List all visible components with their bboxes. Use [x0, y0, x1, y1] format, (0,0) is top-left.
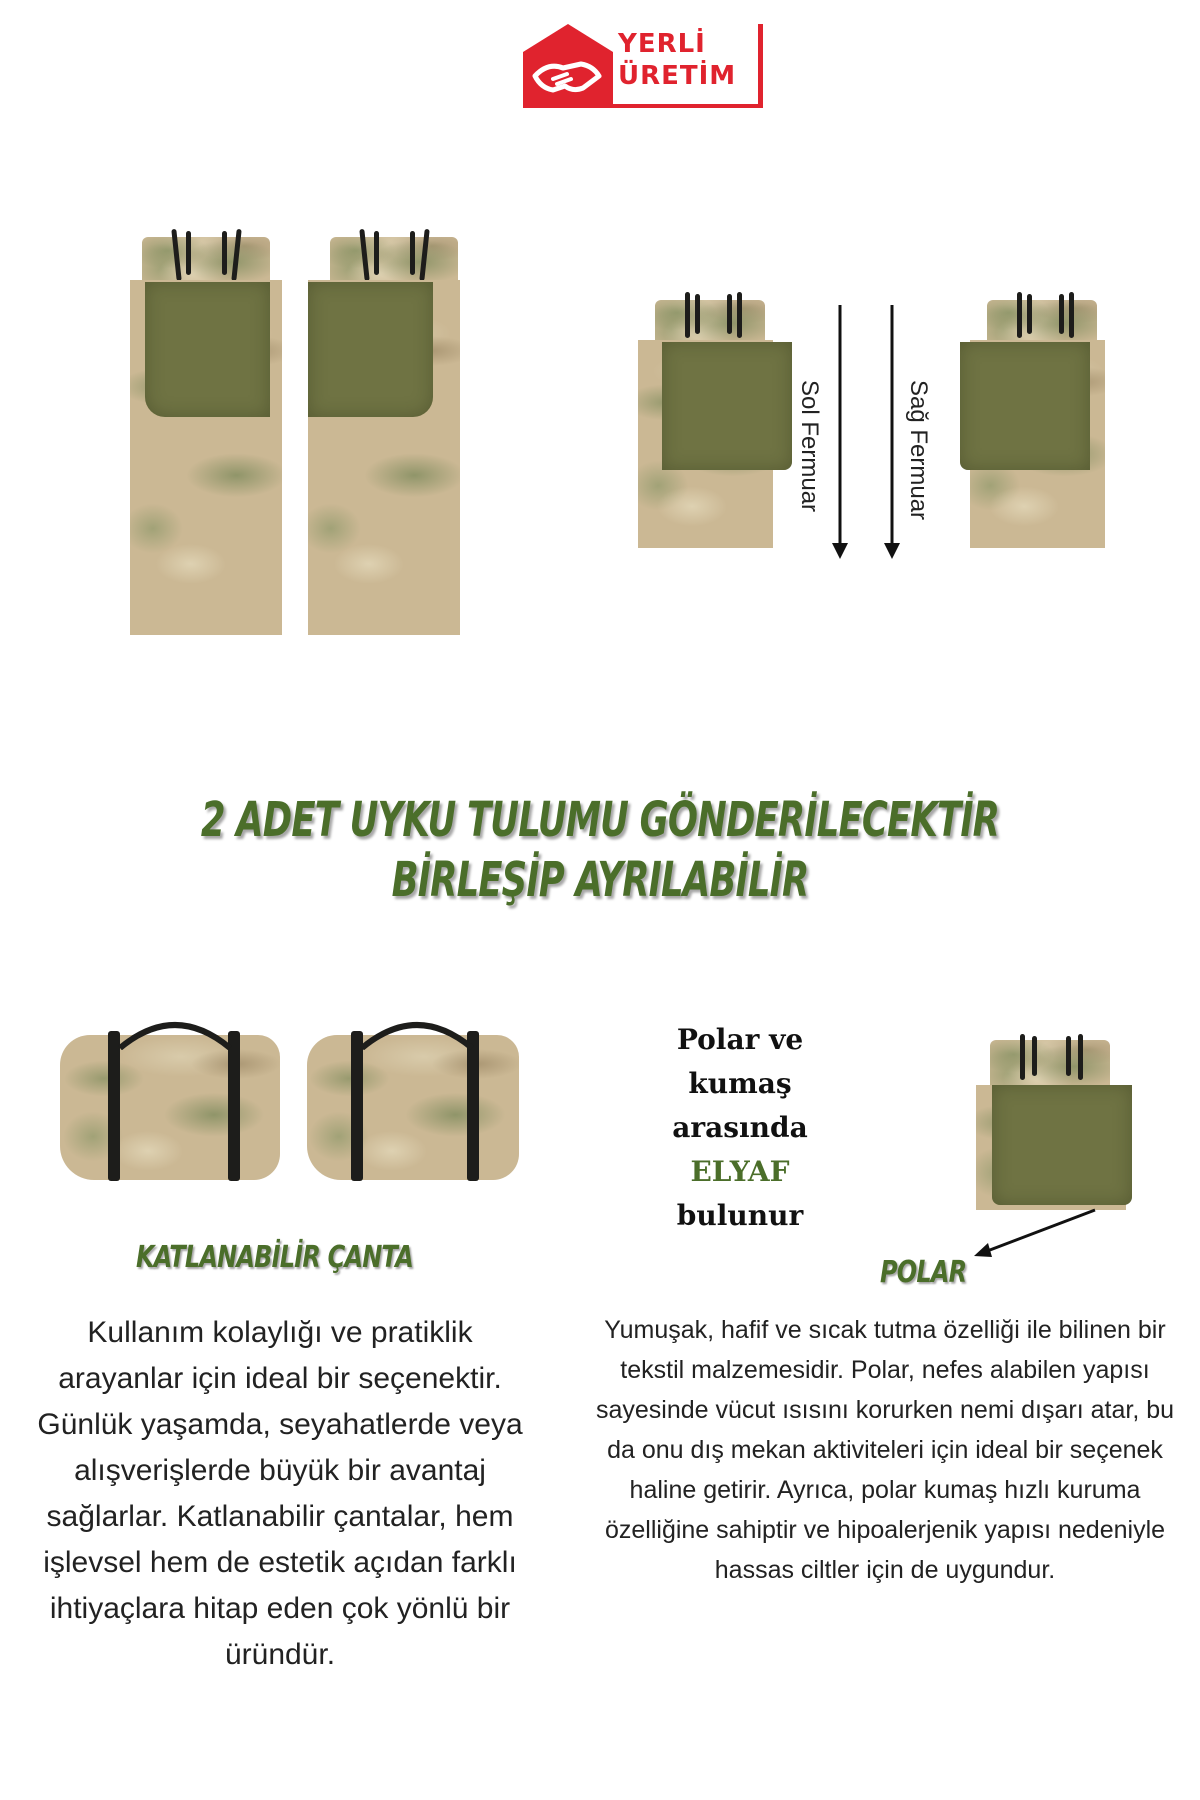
fiber-line-2: kumaş [688, 1067, 792, 1100]
polar-section-title: POLAR [880, 1255, 967, 1290]
polar-fleece [992, 1085, 1132, 1205]
zipper-pillow-right [987, 300, 1097, 342]
zipper-bag-left-fleece [662, 342, 792, 470]
brand-logo [523, 24, 765, 108]
fiber-line-5: bulunur [676, 1199, 804, 1232]
bag-section-body: Kullanım kolaylığı ve pratiklik arayanlar için ideal bir seçenektir. Günlük yaşamda, seyahatlerde veya alışverişlerde büyük bir avantaj sağlarlar. Katlanabilir çantalar, hem işlevsel hem de estetik açıdan farklı ihtiyaçlara hitap eden çok yönlü bir üründür. [37, 1316, 523, 1671]
rolled-bag-right [307, 1035, 519, 1180]
polar-bag-image [970, 1035, 1140, 1215]
right-zipper-label: Sağ Fermuar [905, 380, 932, 521]
headline [108, 790, 1092, 910]
rolled-bags-image [55, 1010, 525, 1185]
zipper-bag-right-fleece [960, 342, 1090, 470]
arrow-pointer-icon [970, 1205, 1100, 1260]
zipper-pillow-left [655, 300, 765, 342]
logo-line-2: ÜRETİM [618, 61, 737, 91]
polar-pillow [990, 1040, 1110, 1088]
zipper-diagram [630, 290, 1120, 560]
fiber-note [600, 1018, 880, 1238]
fiber-highlight: ELYAF [690, 1155, 790, 1188]
carry-handle-icon [115, 1010, 235, 1050]
logo-underline [613, 104, 763, 108]
logo-bar [758, 24, 763, 108]
fiber-line-1: Polar ve [676, 1023, 804, 1056]
bag-right-fleece [308, 282, 433, 417]
arrow-down-icon [882, 305, 902, 560]
bag-section-title: KATLANABİLİR ÇANTA [136, 1240, 414, 1275]
pillow-right [330, 237, 458, 282]
polar-section-body: Yumuşak, hafif ve sıcak tutma özelliği ile bilinen bir tekstil malzemesidir. Polar, nefes alabilen yapısı sayesinde vücut ısısını korurken nemi dışarı atar, bu da onu dış mekan aktiviteleri için ideal bir seçenek haline getirir. Ayrıca, polar kumaş hızlı kuruma özelliğine sahiptir ve hipoalerjenik yapısı nedeniyle hassas ciltler için de uygundur. [595, 1316, 1175, 1584]
fiber-line-3: arasında [672, 1111, 808, 1144]
carry-handle-icon [357, 1010, 477, 1050]
handshake-icon [523, 24, 613, 108]
rolled-bag-left [60, 1035, 280, 1180]
left-zipper-label: Sol Fermuar [796, 380, 823, 513]
headline-line-1: 2 ADET UYKU TULUMU GÖNDERİLECEKTİR [200, 792, 1000, 848]
logo-line-1: YERLİ [618, 29, 706, 59]
pillow-left [142, 237, 270, 282]
bag-left-fleece [145, 282, 270, 417]
sleeping-bags-pair-image [125, 225, 475, 635]
headline-line-2: BİRLEŞİP AYRILABİLİR [391, 852, 809, 908]
arrow-down-icon [830, 305, 850, 560]
